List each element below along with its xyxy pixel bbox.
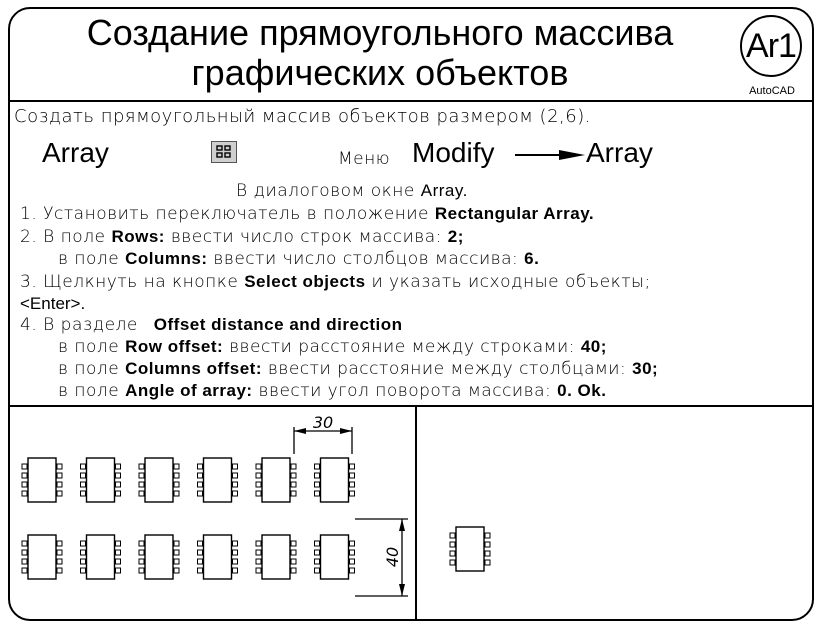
- array-result: [22, 458, 355, 579]
- array-element: [315, 535, 355, 579]
- step-text: ввести число столбцов массива:: [213, 249, 519, 269]
- array-element: [256, 458, 296, 502]
- field-name-rows: Rows:: [111, 227, 165, 246]
- step-text: и указать исходные объекты;: [371, 272, 651, 292]
- field-value-angle: 0. Ok.: [557, 381, 607, 400]
- dimension-columns-label: 30: [312, 413, 334, 432]
- step-value: Rectangular Array.: [434, 204, 595, 223]
- badge-caption: AutoCAD: [749, 85, 795, 97]
- menu-item-modify: Modify: [412, 137, 495, 168]
- dialog-caption-pre: В диалоговом окне: [236, 181, 415, 201]
- field-name-columns-offset: Columns offset:: [125, 359, 263, 378]
- title-line-1: Создание прямоугольного массива: [86, 12, 674, 53]
- command-name: Array: [42, 137, 109, 168]
- task-text: Создать прямоугольный массив объектов размером (2,6).: [14, 106, 591, 127]
- step-text: В поле: [43, 227, 106, 247]
- step-number: 2.: [20, 227, 38, 247]
- step-text: В разделе: [43, 315, 138, 335]
- step-text: ввести угол поворота массива:: [258, 381, 552, 401]
- dimension-rows: [355, 519, 408, 596]
- field-value-columns: 6.: [524, 249, 540, 268]
- step-3-enter: <Enter>.: [20, 294, 86, 313]
- step-number: 1.: [20, 204, 38, 224]
- dimension-columns: [294, 413, 352, 454]
- array-element: [22, 458, 62, 502]
- step-text: ввести расстояние между строками:: [229, 337, 575, 357]
- sheet-frame: [8, 7, 814, 621]
- array-element: [139, 535, 179, 579]
- array-element: [198, 535, 238, 579]
- array-element: [22, 535, 62, 579]
- array-element: [198, 458, 238, 502]
- step-text: в поле: [58, 249, 120, 269]
- step-number: 4.: [20, 315, 38, 335]
- step-text: в поле: [58, 337, 120, 357]
- step-text: ввести расстояние между столбцами:: [267, 359, 627, 379]
- field-name-angle: Angle of array:: [125, 381, 253, 400]
- sheet-badge: Ar1: [740, 15, 802, 77]
- field-name-row-offset: Row offset:: [125, 337, 224, 356]
- field-value-columns-offset: 30;: [632, 359, 659, 378]
- step-text: Щелкнуть на кнопке: [43, 272, 239, 292]
- step-text: Установить переключатель в положение: [43, 204, 429, 224]
- step-text: ввести число строк массива:: [170, 227, 442, 247]
- array-element: [81, 458, 121, 502]
- field-value-row-offset: 40;: [580, 337, 607, 356]
- source-object: [450, 527, 490, 571]
- step-text: в поле: [58, 381, 120, 401]
- dialog-name: Array.: [420, 181, 468, 200]
- step-number: 3.: [20, 272, 38, 292]
- array-element: [315, 458, 355, 502]
- array-drawing: [10, 9, 814, 621]
- menu-target-array: Array: [586, 137, 653, 168]
- section-name: Offset distance and direction: [153, 315, 403, 334]
- title-line-2: графических объектов: [191, 52, 569, 93]
- field-name-columns: Columns:: [125, 249, 208, 268]
- field-value-rows: 2;: [447, 227, 464, 246]
- menu-label: Меню: [338, 149, 391, 169]
- array-element: [139, 458, 179, 502]
- dimension-rows-label: 40: [383, 546, 402, 568]
- source-chip: [450, 527, 490, 571]
- step-text: в поле: [58, 359, 120, 379]
- array-element: [256, 535, 296, 579]
- select-objects-label: Select objects: [244, 272, 366, 291]
- array-element: [81, 535, 121, 579]
